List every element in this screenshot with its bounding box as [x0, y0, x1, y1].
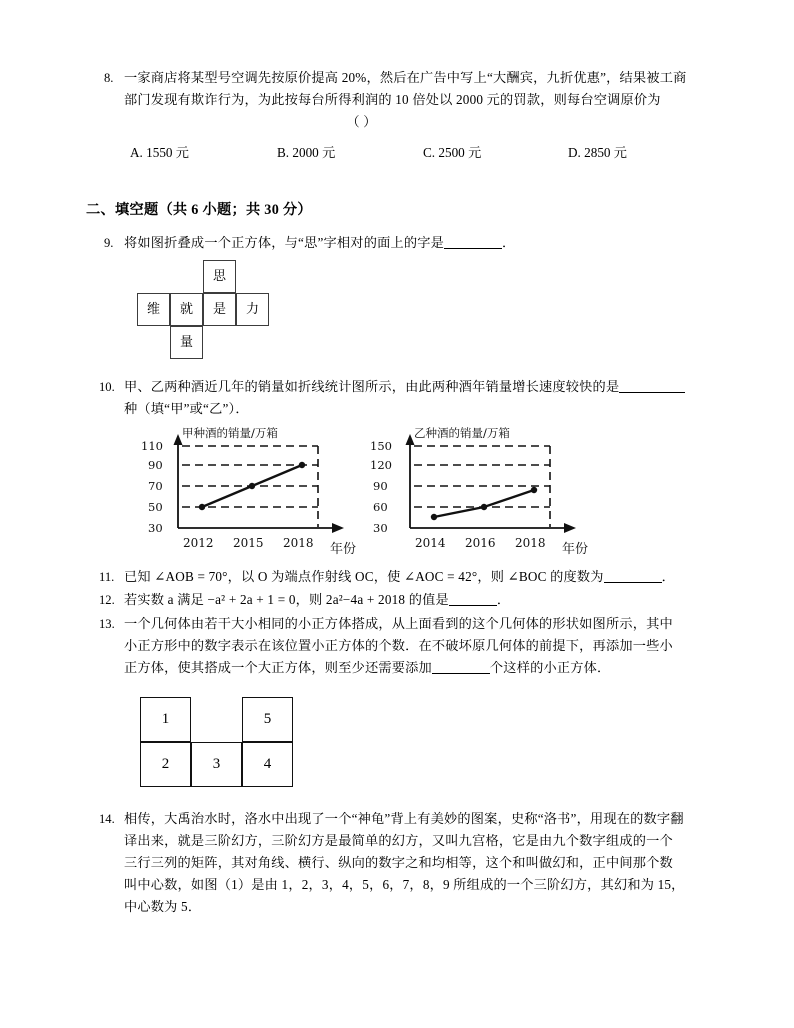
question-13-suffix: 个这样的小正方体．: [489, 660, 611, 675]
chart-jia-ytick-50: 50: [148, 500, 163, 514]
chart-jia-xlabel: 年份: [330, 542, 357, 557]
question-8-answer-parens: （ ）: [346, 114, 377, 129]
option-a-label: A.: [130, 145, 143, 160]
question-10-number: 10.: [99, 380, 115, 394]
question-9-cube-net: [137, 260, 273, 361]
question-13-line-3: [124, 657, 708, 679]
question-9-number: 9.: [104, 236, 114, 250]
question-13-body: [124, 613, 708, 679]
chart-jia-xtick-2018: 2018: [283, 536, 314, 550]
question-9-answer-blank[interactable]: [444, 235, 502, 249]
question-8-option-b[interactable]: [277, 142, 335, 161]
grid-cell-r0c0: 1: [140, 697, 191, 742]
question-11-prompt: 已知 ∠AOB = 70°，以 O 为端点作射线 OC，使 ∠AOC = 42°，则 ∠BOC 的度数为: [124, 569, 604, 584]
question-10-body: [124, 376, 709, 420]
grid-cell-r0c2: 5: [242, 697, 293, 742]
chart-yi-sales: [370, 420, 600, 562]
question-9-prompt: 将如图折叠成一个正方体，与“思”字相对的面上的字是: [124, 235, 445, 250]
chart-yi-point-2016: [481, 504, 487, 510]
question-13-line-1: 一个几何体由若干大小相同的小正方体搭成，从上面看到的这个几何体的形状如图所示，其中: [124, 616, 673, 631]
chart-yi-ytick-60: 60: [373, 500, 388, 514]
chart-jia-ytick-90: 90: [148, 458, 163, 472]
question-8-option-c[interactable]: [423, 142, 481, 161]
question-12-text: [124, 589, 714, 611]
question-13-prompt-tail: 正方体，使其搭成一个大正方体，则至少还需要添加: [124, 660, 432, 675]
question-9-body: [124, 232, 704, 254]
question-14-number: 14.: [99, 812, 115, 826]
chart-jia-svg: [140, 420, 370, 562]
chart-yi-title: 乙种酒的销量/万箱: [414, 426, 510, 440]
question-14-line-2: 译出来，就是三阶幻方，三阶幻方是最简单的幻方，又叫九宫格，它是由九个数字组成的一个: [124, 833, 673, 848]
chart-jia-ytick-30: 30: [148, 521, 163, 535]
question-14-line-1: 相传，大禹治水时，洛水中出现了一个“神龟”背上有美妙的图案，史称“洛书”，用现在的数字翻: [124, 811, 684, 826]
chart-yi-point-2014: [431, 514, 437, 520]
net-cell-si: 思: [203, 260, 236, 293]
question-13-top-view-grid: [140, 697, 293, 787]
question-10-prompt: 甲、乙两种酒近几年的销量如折线统计图所示，由此两种酒年销量增长速度较快的是: [124, 379, 620, 394]
net-cell-jiu: 就: [170, 293, 203, 326]
chart-jia-point-2015: [249, 483, 255, 489]
option-d-label: D.: [568, 145, 581, 160]
question-11-text: [124, 566, 714, 588]
question-13-line-2: 小正方形中的数字表示在该位置小正方体的个数．在不破坏原几何体的前提下，再添加一些小: [124, 638, 673, 653]
question-8-line-2: 部门发现有欺诈行为，为此按每台所得利润的 10 倍处以 2000 元的罚款，则每台空调原价为: [124, 92, 661, 107]
chart-yi-xtick-2018: 2018: [515, 536, 546, 550]
net-cell-wei: 维: [137, 293, 170, 326]
question-13-answer-blank[interactable]: [432, 660, 490, 674]
chart-yi-svg: [370, 420, 605, 562]
question-12-number: 12.: [99, 593, 115, 607]
chart-yi-point-2018: [531, 487, 537, 493]
chart-jia-ytick-110: 110: [141, 439, 163, 453]
chart-jia-sales: [140, 420, 370, 562]
question-12-period: ．: [496, 592, 511, 607]
chart-jia-xtick-2012: 2012: [183, 536, 214, 550]
chart-yi-xtick-2016: 2016: [465, 536, 496, 550]
question-14-body: [124, 808, 708, 918]
question-9-period: ．: [502, 235, 516, 250]
option-b-label: B.: [277, 145, 290, 160]
option-a-value: 1550 元: [146, 145, 189, 160]
chart-jia-point-2018: [299, 462, 305, 468]
question-10-line-1: [124, 376, 709, 398]
question-11-period: ．: [661, 569, 676, 584]
option-d-value: 2850 元: [584, 145, 627, 160]
question-8-line-1: 一家商店将某型号空调先按原价提高 20%，然后在广告中写上“大酬宾，九折优惠”，结果被工商: [124, 70, 687, 85]
net-cell-shi: 是: [203, 293, 236, 326]
net-cell-liang: 量: [170, 326, 203, 359]
chart-yi-xlabel: 年份: [562, 542, 589, 557]
question-11-body: [124, 566, 714, 588]
option-c-label: C.: [423, 145, 436, 160]
chart-jia-title: 甲种酒的销量/万箱: [182, 426, 278, 440]
question-14-line-5: 中心数为 5．: [124, 899, 202, 914]
chart-jia-point-2012: [199, 504, 205, 510]
question-14-line-3: 三行三列的矩阵，其对角线、横行、纵向的数字之和均相等，这个和叫做幻和，正中间那个数: [124, 855, 673, 870]
chart-yi-ytick-150: 150: [370, 439, 392, 453]
question-8-option-d[interactable]: [568, 142, 627, 161]
question-10-line-2: 种（填“甲”或“乙”）．: [124, 401, 249, 416]
question-9-text: [124, 232, 704, 254]
grid-cell-r1c2: 4: [242, 742, 293, 787]
question-12-answer-blank[interactable]: [449, 592, 497, 606]
chart-yi-ytick-30: 30: [373, 521, 388, 535]
question-11-number: 11.: [99, 570, 115, 584]
grid-cell-r1c0: 2: [140, 742, 191, 787]
question-8-option-a[interactable]: [130, 142, 189, 161]
question-14-line-4: 叫中心数，如图（1）是由 1，2，3，4，5，6，7，8，9 所组成的一个三阶幻方，其幻和为 15，: [124, 877, 685, 892]
chart-jia-ytick-70: 70: [148, 479, 163, 493]
question-13-number: 13.: [99, 617, 115, 631]
question-12-body: [124, 589, 714, 611]
question-11-answer-blank[interactable]: [604, 569, 662, 583]
question-8-number: 8.: [104, 71, 114, 85]
chart-jia-xtick-2015: 2015: [233, 536, 264, 550]
question-12-prompt: 若实数 a 满足 −a² + 2a + 1 = 0，则 2a²−4a + 2018 的值是: [124, 592, 449, 607]
option-c-value: 2500 元: [438, 145, 482, 160]
option-b-value: 2000 元: [292, 145, 336, 160]
question-8-body: [124, 67, 702, 133]
chart-yi-ytick-120: 120: [370, 458, 392, 472]
net-cell-li: 力: [236, 293, 269, 326]
section-2-heading: 二、填空题（共 6 小题；共 30 分）: [86, 202, 312, 218]
chart-yi-ytick-90: 90: [373, 479, 388, 493]
grid-cell-r1c1: 3: [191, 742, 242, 787]
chart-yi-xtick-2014: 2014: [415, 536, 446, 550]
question-10-answer-blank[interactable]: [619, 379, 685, 393]
